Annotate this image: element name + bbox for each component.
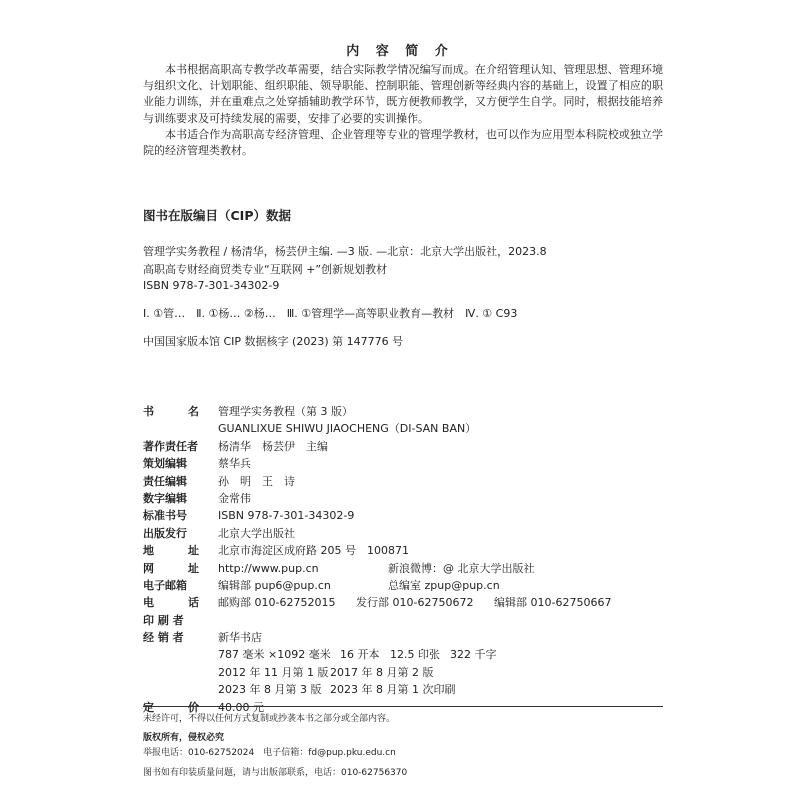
label-char: 话 bbox=[188, 596, 199, 610]
spec-row-responsible-editor bbox=[143, 473, 611, 490]
weibo-handle: 新浪微博：@ 北京大学出版社 bbox=[388, 561, 535, 575]
label-char: 定 bbox=[143, 700, 154, 714]
spec-row-author bbox=[143, 438, 611, 455]
cip-title: 图书在版编目（CIP）数据 bbox=[143, 208, 291, 223]
spec-row-publisher bbox=[143, 525, 611, 542]
spec-value-isbn: ISBN 978-7-301-34302-9 bbox=[218, 509, 355, 523]
spec-row-isbn bbox=[143, 507, 611, 524]
spec-label-distributor: 经 销 者 bbox=[143, 631, 184, 645]
cip-line-2: 高职高专财经商贸类专业“互联网 +”创新规划教材 bbox=[143, 263, 388, 276]
spec-row-email bbox=[143, 577, 611, 594]
printing-first: 2023 年 8 月第 1 次印刷 bbox=[330, 683, 456, 697]
format-sheets: 12.5 印张 bbox=[390, 648, 440, 662]
spec-value-edition-2 bbox=[218, 681, 455, 698]
spec-row-book-name bbox=[143, 403, 611, 420]
format-paper-size: 787 毫米 ×1092 毫米 bbox=[218, 648, 331, 662]
spec-row-edition-1 bbox=[143, 664, 611, 681]
edition-first: 2012 年 11 月第 1 版 bbox=[218, 665, 329, 679]
footer-rights-reserved: 版权所有，侵权必究 bbox=[143, 733, 225, 743]
website-link[interactable]: http://www.pup.cn bbox=[218, 561, 319, 575]
phone-mail-order: 邮购部 010-62752015 bbox=[218, 596, 336, 610]
label-char: 址 bbox=[188, 561, 199, 575]
cip-line-4: Ⅰ. ①管… Ⅱ. ①杨… ②杨… Ⅲ. ①管理学—高等职业教育—教材 Ⅳ. ① C93 bbox=[143, 307, 518, 320]
spec-value-author: 杨清华 杨芸伊 主编 bbox=[218, 439, 328, 453]
spec-label-publisher: 出版发行 bbox=[143, 526, 187, 540]
email-editorial[interactable]: 编辑部 pup6@pup.cn bbox=[218, 578, 331, 592]
spec-row-website bbox=[143, 560, 611, 577]
spec-row-distributor bbox=[143, 629, 611, 646]
cip-line-1: 管理学实务教程 / 杨清华，杨芸伊主编. —3 版. —北京：北京大学出版社，2023.8 bbox=[143, 245, 547, 258]
spec-label-author: 著作责任者 bbox=[143, 439, 198, 453]
footer-divider bbox=[143, 706, 663, 707]
label-char: 址 bbox=[188, 544, 199, 558]
phone-sales: 发行部 010-62750672 bbox=[356, 596, 474, 610]
spec-label-planning-editor: 策划编辑 bbox=[143, 457, 187, 471]
spec-label-empty bbox=[143, 646, 218, 663]
spec-row-edition-2 bbox=[143, 681, 611, 698]
spec-label-book-name bbox=[143, 403, 199, 420]
spec-row-phone bbox=[143, 594, 611, 611]
footer-copyright-notice: 未经许可，不得以任何方式复制或抄袭本书之部分或全部内容。 bbox=[143, 714, 396, 724]
intro-section bbox=[143, 62, 663, 159]
label-char: 价 bbox=[188, 700, 199, 714]
spec-value-distributor: 新华书店 bbox=[218, 631, 262, 645]
spec-row-printer bbox=[143, 612, 611, 629]
spec-label-phone bbox=[143, 594, 199, 611]
spec-row-address bbox=[143, 542, 611, 559]
spec-value-responsible-editor: 孙 明 王 诗 bbox=[218, 474, 295, 488]
intro-paragraph-2: 本书适合作为高职高专经济管理、企业管理等专业的管理学教材，也可以作为应用型本科院校或独立学院的经济管理类教材。 bbox=[143, 127, 663, 158]
intro-paragraph-1: 本书根据高职高专教学改革需要，结合实际教学情况编写而成。在介绍管理认知、管理思想、管理环境与组织文化、计划职能、组织职能、领导职能、控制职能、管理创新等经典内容的基础上，设置了相应的职业能力训练，并在重难点之处穿插辅助教学环节，既方便教师教学，又方便学生自学。同时，根据技能培养与训练要求及可持续发展的需要，安排了必要的实训操作。 bbox=[143, 63, 663, 125]
phone-editorial: 编辑部 010-62750667 bbox=[494, 596, 612, 610]
intro-title: 内 容 简 介 bbox=[346, 44, 454, 59]
spec-label-responsible-editor: 责任编辑 bbox=[143, 474, 187, 488]
spec-row-digital-editor bbox=[143, 490, 611, 507]
spec-label-digital-editor: 数字编辑 bbox=[143, 491, 187, 505]
spec-value-address: 北京市海淀区成府路 205 号 100871 bbox=[218, 544, 409, 558]
spec-value-book-name: 管理学实务教程（第 3 版） bbox=[218, 405, 353, 418]
publication-spec bbox=[143, 403, 611, 716]
edition-third: 2023 年 8 月第 3 版 bbox=[218, 683, 322, 697]
spec-label-printer: 印 刷 者 bbox=[143, 613, 184, 627]
spec-value-format bbox=[218, 646, 497, 663]
spec-row-planning-editor bbox=[143, 455, 611, 472]
footer-quality-contact: 图书如有印装质量问题，请与出版部联系，电话：010-62756370 bbox=[143, 768, 408, 778]
spec-value-price: 40.00 元 bbox=[218, 700, 264, 714]
email-office[interactable]: 总编室 zpup@pup.cn bbox=[388, 578, 500, 592]
format-word-count: 322 千字 bbox=[450, 648, 497, 662]
spec-label-address bbox=[143, 542, 199, 559]
spec-value-book-pinyin: GUANLIXUE SHIWU JIAOCHENG（DI-SAN BAN） bbox=[218, 422, 477, 436]
spec-value-email bbox=[218, 577, 500, 594]
spec-label-empty bbox=[143, 681, 218, 698]
spec-label-empty bbox=[143, 420, 218, 437]
spec-row-book-pinyin bbox=[143, 420, 611, 437]
label-char: 名 bbox=[188, 405, 199, 418]
edition-second: 2017 年 8 月第 2 版 bbox=[330, 665, 434, 679]
label-char: 网 bbox=[143, 561, 154, 575]
label-char: 地 bbox=[143, 544, 154, 558]
spec-label-website bbox=[143, 560, 199, 577]
spec-value-digital-editor: 金常伟 bbox=[218, 491, 251, 505]
spec-label-empty bbox=[143, 664, 218, 681]
spec-value-website bbox=[218, 560, 535, 577]
label-char: 电 bbox=[143, 596, 154, 610]
cip-line-3: ISBN 978-7-301-34302-9 bbox=[143, 279, 280, 292]
spec-value-phone bbox=[218, 594, 611, 611]
cip-line-5: 中国国家版本馆 CIP 数据核字 (2023) 第 147776 号 bbox=[143, 335, 404, 348]
footer-report-contact: 举报电话：010-62752024 电子信箱：fd@pup.pku.edu.cn bbox=[143, 748, 396, 758]
spec-value-planning-editor: 蔡华兵 bbox=[218, 457, 251, 471]
spec-row-format bbox=[143, 646, 611, 663]
spec-value-publisher: 北京大学出版社 bbox=[218, 526, 295, 540]
spec-label-isbn: 标准书号 bbox=[143, 509, 187, 523]
format-folio: 16 开本 bbox=[340, 648, 380, 662]
spec-value-edition-1 bbox=[218, 664, 433, 681]
spec-label-email: 电子邮箱 bbox=[143, 578, 187, 592]
label-char: 书 bbox=[143, 405, 154, 418]
